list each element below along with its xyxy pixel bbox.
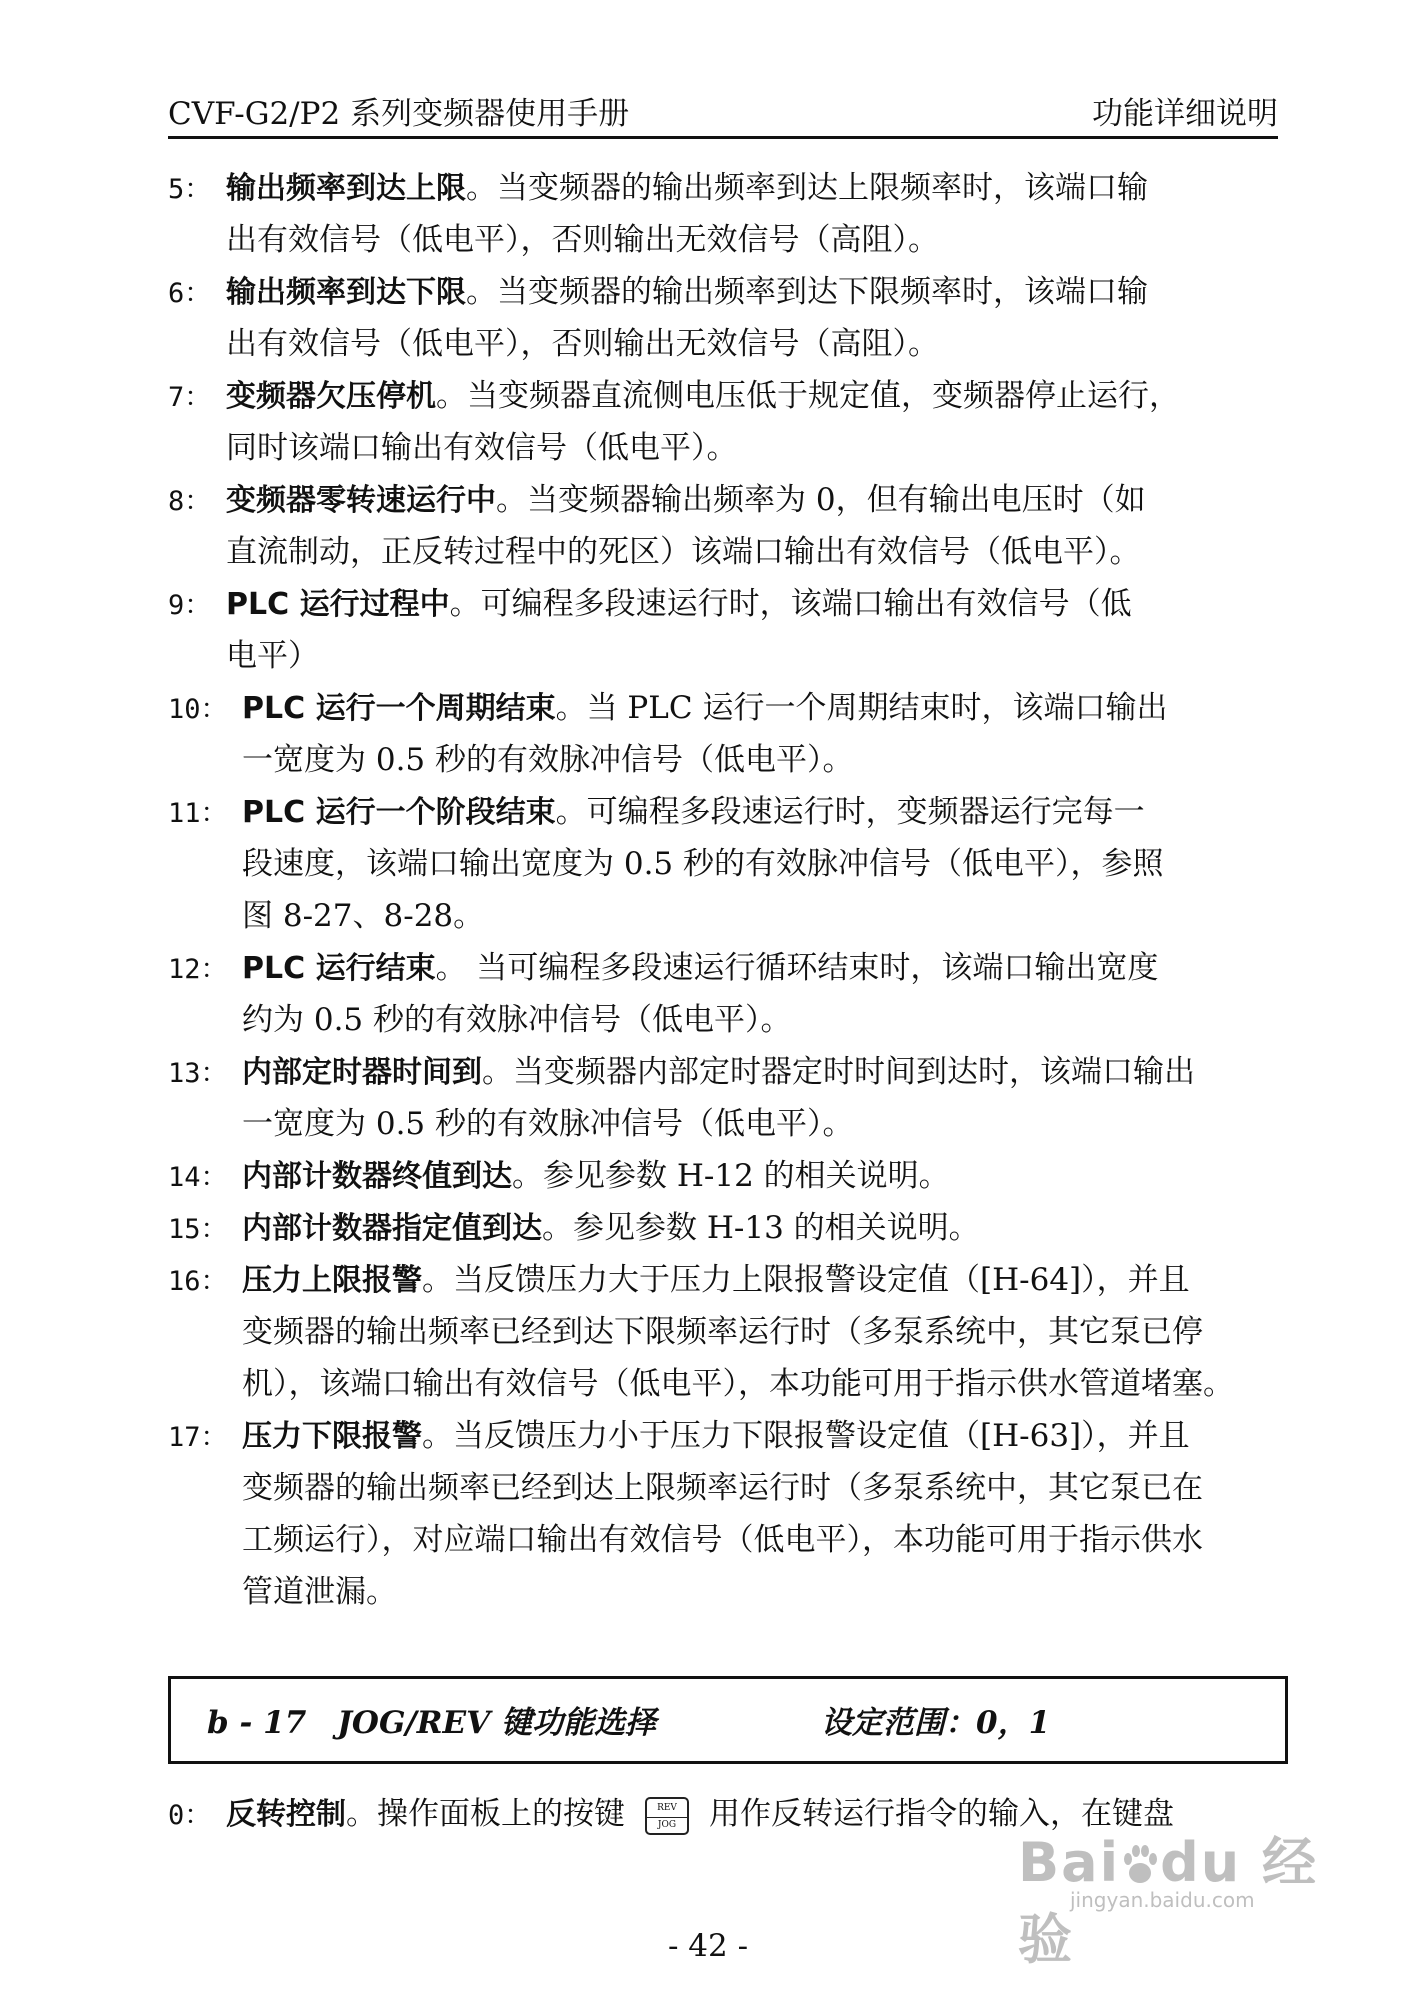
list-item [168, 682, 1288, 786]
item-continuation-line: 出有效信号（低电平），否则输出无效信号（高阻）。 [226, 222, 939, 258]
item-text: 。可编程多段速运行时，该端口输出有效信号（低 [449, 586, 1132, 622]
item-name: 变频器零转速运行中 [226, 483, 496, 518]
list-item [168, 942, 1288, 1046]
item-text: 。当 PLC 运行一个周期结束时，该端口输出 [555, 690, 1168, 726]
item-continuation-line: 直流制动，正反转过程中的死区）该端口输出有效信号（低电平）。 [226, 534, 1141, 570]
item-name: 内部定时器时间到 [242, 1055, 482, 1090]
item-text: 。当变频器内部定时器定时时间到达时，该端口输出 [482, 1054, 1195, 1090]
item-continuation-line: 工频运行），对应端口输出有效信号（低电平），本功能可用于指示供水 [242, 1522, 1203, 1558]
parameter-box [168, 1676, 1288, 1764]
item-text: 。当变频器直流侧电压低于规定值，变频器停止运行， [436, 378, 1180, 414]
item-name: 输出频率到达下限 [226, 275, 466, 310]
watermark-url: jingyan.baidu.com [1070, 1888, 1255, 1912]
item-first-line [168, 1046, 1288, 1098]
item-continuation-line: 变频器的输出频率已经到达下限频率运行时（多泵系统中，其它泵已停 [242, 1314, 1203, 1350]
list-item [168, 1150, 1288, 1202]
watermark-brand-left: Bai [1018, 1831, 1121, 1894]
item-first-line [168, 786, 1288, 838]
item-text: 。当变频器的输出频率到达下限频率时，该端口输 [466, 274, 1148, 310]
item-continuation-line: 图 8-27、8-28。 [242, 898, 485, 934]
rev-jog-key-icon [645, 1797, 689, 1835]
list-item [168, 266, 1288, 370]
list-item [168, 578, 1288, 682]
page-header [168, 86, 1278, 139]
item-name: PLC 运行结束 [242, 951, 436, 986]
item-number: 15： [168, 1214, 228, 1245]
list-item [168, 1202, 1288, 1254]
key-bottom-label: JOG [647, 1817, 687, 1831]
item-name: 内部计数器指定值到达 [242, 1211, 542, 1246]
item-continuation-line: 一宽度为 0.5 秒的有效脉冲信号（低电平）。 [242, 742, 854, 778]
item-continuation-line: 同时该端口输出有效信号（低电平）。 [226, 430, 738, 466]
item-continuation-line: 管道泄漏。 [242, 1574, 397, 1610]
list-item [168, 786, 1288, 942]
item-number: 17： [168, 1422, 228, 1453]
manual-title: CVF-G2/P2 系列变频器使用手册 [168, 96, 630, 132]
parameter-code: b - 17 JOG/REV 键功能选择 [207, 1705, 656, 1741]
parameter-range: 设定范围：0，1 [821, 1705, 1051, 1741]
item-first-line [168, 1254, 1288, 1306]
item-text: 。当反馈压力小于压力下限报警设定值（[H-63]），并且 [422, 1418, 1190, 1454]
item-first-line [168, 370, 1288, 422]
item-continuation-line: 约为 0.5 秒的有效脉冲信号（低电平）。 [242, 1002, 792, 1038]
item-number: 13： [168, 1058, 228, 1089]
option-name: 反转控制 [226, 1797, 346, 1832]
item-number: 14： [168, 1162, 228, 1193]
list-item [168, 1046, 1288, 1150]
item-name: PLC 运行一个周期结束 [242, 691, 556, 726]
item-text: 。参见参数 H-12 的相关说明。 [512, 1158, 950, 1194]
item-first-line [168, 1202, 1288, 1254]
item-number: 10： [168, 694, 228, 725]
item-text: 。当变频器的输出频率到达上限频率时，该端口输 [466, 170, 1148, 206]
paw-icon [1120, 1843, 1160, 1887]
item-first-line [168, 162, 1288, 214]
item-name: 压力下限报警 [242, 1419, 422, 1454]
item-first-line [168, 942, 1288, 994]
list-item [168, 1254, 1288, 1410]
list-item [168, 474, 1288, 578]
item-name: PLC 运行一个阶段结束 [242, 795, 556, 830]
item-number: 9： [168, 590, 212, 621]
item-continuation-line: 段速度，该端口输出宽度为 0.5 秒的有效脉冲信号（低电平），参照 [242, 846, 1164, 882]
item-text: 。当变频器输出频率为 0，但有输出电压时（如 [496, 482, 1146, 518]
baidu-watermark [1018, 1820, 1338, 1971]
list-item [168, 370, 1288, 474]
list-item [168, 162, 1288, 266]
item-continuation-line: 一宽度为 0.5 秒的有效脉冲信号（低电平）。 [242, 1106, 854, 1142]
item-name: 输出频率到达上限 [226, 171, 466, 206]
item-continuation-line: 电平） [226, 638, 319, 674]
section-title: 功能详细说明 [1092, 96, 1278, 132]
option-text-before-key: 。操作面板上的按键 [346, 1796, 625, 1832]
item-name: 内部计数器终值到达 [242, 1159, 512, 1194]
page-number: - 42 - [667, 1928, 749, 1964]
option-text-after-key: 用作反转运行指令的输入，在键盘 [709, 1796, 1174, 1832]
item-continuation-line: 出有效信号（低电平），否则输出无效信号（高阻）。 [226, 326, 939, 362]
item-name: PLC 运行过程中 [226, 587, 450, 622]
item-first-line [168, 1410, 1288, 1462]
item-name: 变频器欠压停机 [226, 379, 436, 414]
item-name: 压力上限报警 [242, 1263, 422, 1298]
item-continuation-line: 变频器的输出频率已经到达上限频率运行时（多泵系统中，其它泵已在 [242, 1470, 1203, 1506]
item-number: 16： [168, 1266, 228, 1297]
item-text: 。当反馈压力大于压力上限报警设定值（[H-64]），并且 [422, 1262, 1190, 1298]
item-number: 8： [168, 486, 212, 517]
item-text: 。参见参数 H-13 的相关说明。 [542, 1210, 980, 1246]
item-text: 。 当可编程多段速运行循环结束时，该端口输出宽度 [435, 950, 1159, 986]
item-number: 5： [168, 174, 212, 205]
item-text: 。可编程多段速运行时，变频器运行完每一 [555, 794, 1145, 830]
item-first-line [168, 682, 1288, 734]
output-function-list [168, 162, 1288, 1618]
item-first-line [168, 578, 1288, 630]
item-number: 11： [168, 798, 228, 829]
option-number: 0： [168, 1800, 212, 1831]
item-first-line [168, 1150, 1288, 1202]
item-first-line [168, 474, 1288, 526]
item-number: 6： [168, 278, 212, 309]
key-top-label: REV [657, 1802, 677, 1813]
item-continuation-line: 机），该端口输出有效信号（低电平），本功能可用于指示供水管道堵塞。 [242, 1366, 1234, 1402]
item-number: 12： [168, 954, 228, 985]
item-first-line [168, 266, 1288, 318]
list-item [168, 1410, 1288, 1618]
watermark-brand-right: du 经验 [1018, 1831, 1319, 1971]
item-number: 7： [168, 382, 212, 413]
